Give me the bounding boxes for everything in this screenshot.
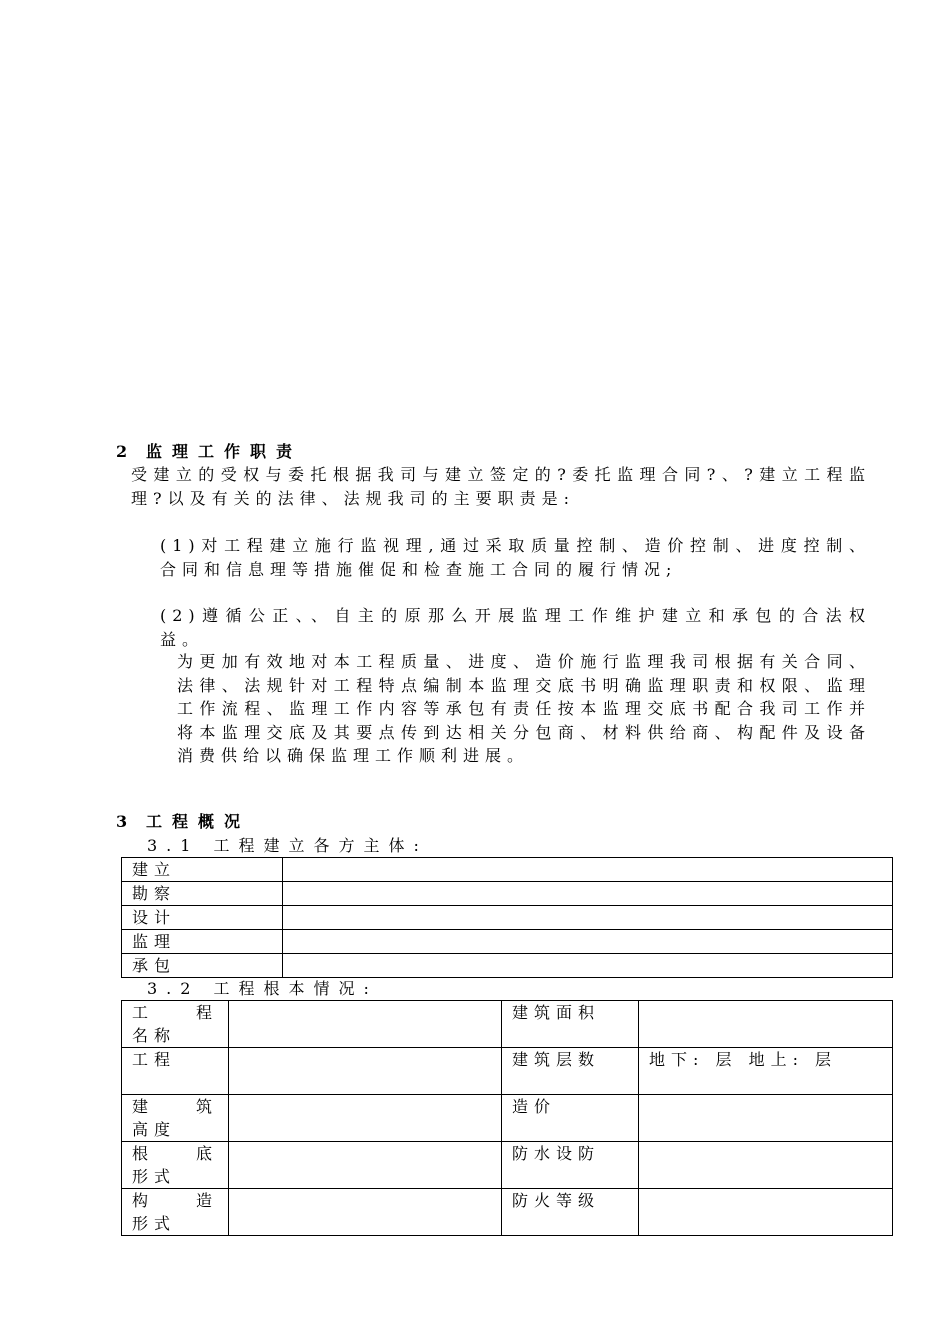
- subsection-3-2-heading: 3.2 工程根本情况:: [147, 979, 378, 998]
- field-label: 工程: [122, 1048, 229, 1095]
- field-label: 建筑面积: [502, 1001, 639, 1048]
- party-label: 建立: [122, 858, 283, 882]
- table-row: [122, 1142, 893, 1189]
- item-2-text: 遵循公正、、自主的原那么开展监理工作维护建立和承包的合法权益。: [160, 606, 871, 649]
- field-value: [639, 1001, 893, 1048]
- field-value: [229, 1048, 502, 1095]
- field-label: 构 造 形式: [122, 1189, 229, 1236]
- party-value: [283, 906, 893, 930]
- party-label: 勘察: [122, 882, 283, 906]
- parties-table: [121, 857, 893, 978]
- field-label: 根 底 形式: [122, 1142, 229, 1189]
- item-2-label: (2): [160, 606, 201, 625]
- item-1-text: 对工程建立施行监视理,通过采取质量控制、造价控制、进度控制、合同和信息理等措施催促和检查施工合同的履行情况;: [160, 536, 871, 579]
- field-value: [639, 1095, 893, 1142]
- table-row: [122, 930, 893, 954]
- section-3-number: 3: [116, 812, 128, 831]
- table-row: [122, 1048, 893, 1095]
- table-row: [122, 1095, 893, 1142]
- field-value: [229, 1001, 502, 1048]
- party-label: 设计: [122, 906, 283, 930]
- field-label: 防水设防: [502, 1142, 639, 1189]
- party-value: [283, 954, 893, 978]
- field-value: [229, 1095, 502, 1142]
- table-row: [122, 858, 893, 882]
- item-1-label: (1): [160, 536, 201, 555]
- field-label: 建 筑 高度: [122, 1095, 229, 1142]
- field-value: [229, 1142, 502, 1189]
- field-label: 防火等级: [502, 1189, 639, 1236]
- field-value: [639, 1142, 893, 1189]
- field-value: [229, 1189, 502, 1236]
- table-row: [122, 1001, 893, 1048]
- section-3-heading: [116, 811, 250, 833]
- section-2-closing: 为更加有效地对本工程质量、进度、造价施行监理我司根据有关合同、法律、法规针对工程特点编制本监理交底书明确监理职责和权限、监理工作流程、监理工作内容等承包有责任按本监理交底书配合我司工作并将本监理交底及其要点传到达相关分包商、材料供给商、构配件及设备消费供给以确保监理工作顺利进展。: [177, 652, 871, 765]
- field-label: 建筑层数: [502, 1048, 639, 1095]
- section-2-heading: [116, 441, 302, 463]
- field-label: 工 程 名称: [122, 1001, 229, 1048]
- table-row: [122, 882, 893, 906]
- table-row: [122, 954, 893, 978]
- party-value: [283, 858, 893, 882]
- section-2-intro: 受建立的受权与委托根据我司与建立签定的?委托监理合同?、?建立工程监理?以及有关的法律、法规我司的主要职责是:: [131, 465, 871, 508]
- project-basics-table: [121, 1000, 893, 1236]
- floors-value: 地下: 层 地上: 层: [639, 1048, 893, 1095]
- party-value: [283, 930, 893, 954]
- section-3-title: 工程概况: [146, 812, 251, 831]
- field-label: 造价: [502, 1095, 639, 1142]
- section-2-number: 2: [116, 442, 128, 461]
- section-2-title: 监理工作职责: [146, 442, 303, 461]
- field-value: [639, 1189, 893, 1236]
- subsection-3-1-heading: 3.1 工程建立各方主体:: [147, 836, 428, 855]
- section-2-item-1: [160, 534, 871, 581]
- section-2-item-2: [160, 604, 871, 651]
- party-value: [283, 882, 893, 906]
- table-row: [122, 906, 893, 930]
- table-row: [122, 1189, 893, 1236]
- party-label: 监理: [122, 930, 283, 954]
- party-label: 承包: [122, 954, 283, 978]
